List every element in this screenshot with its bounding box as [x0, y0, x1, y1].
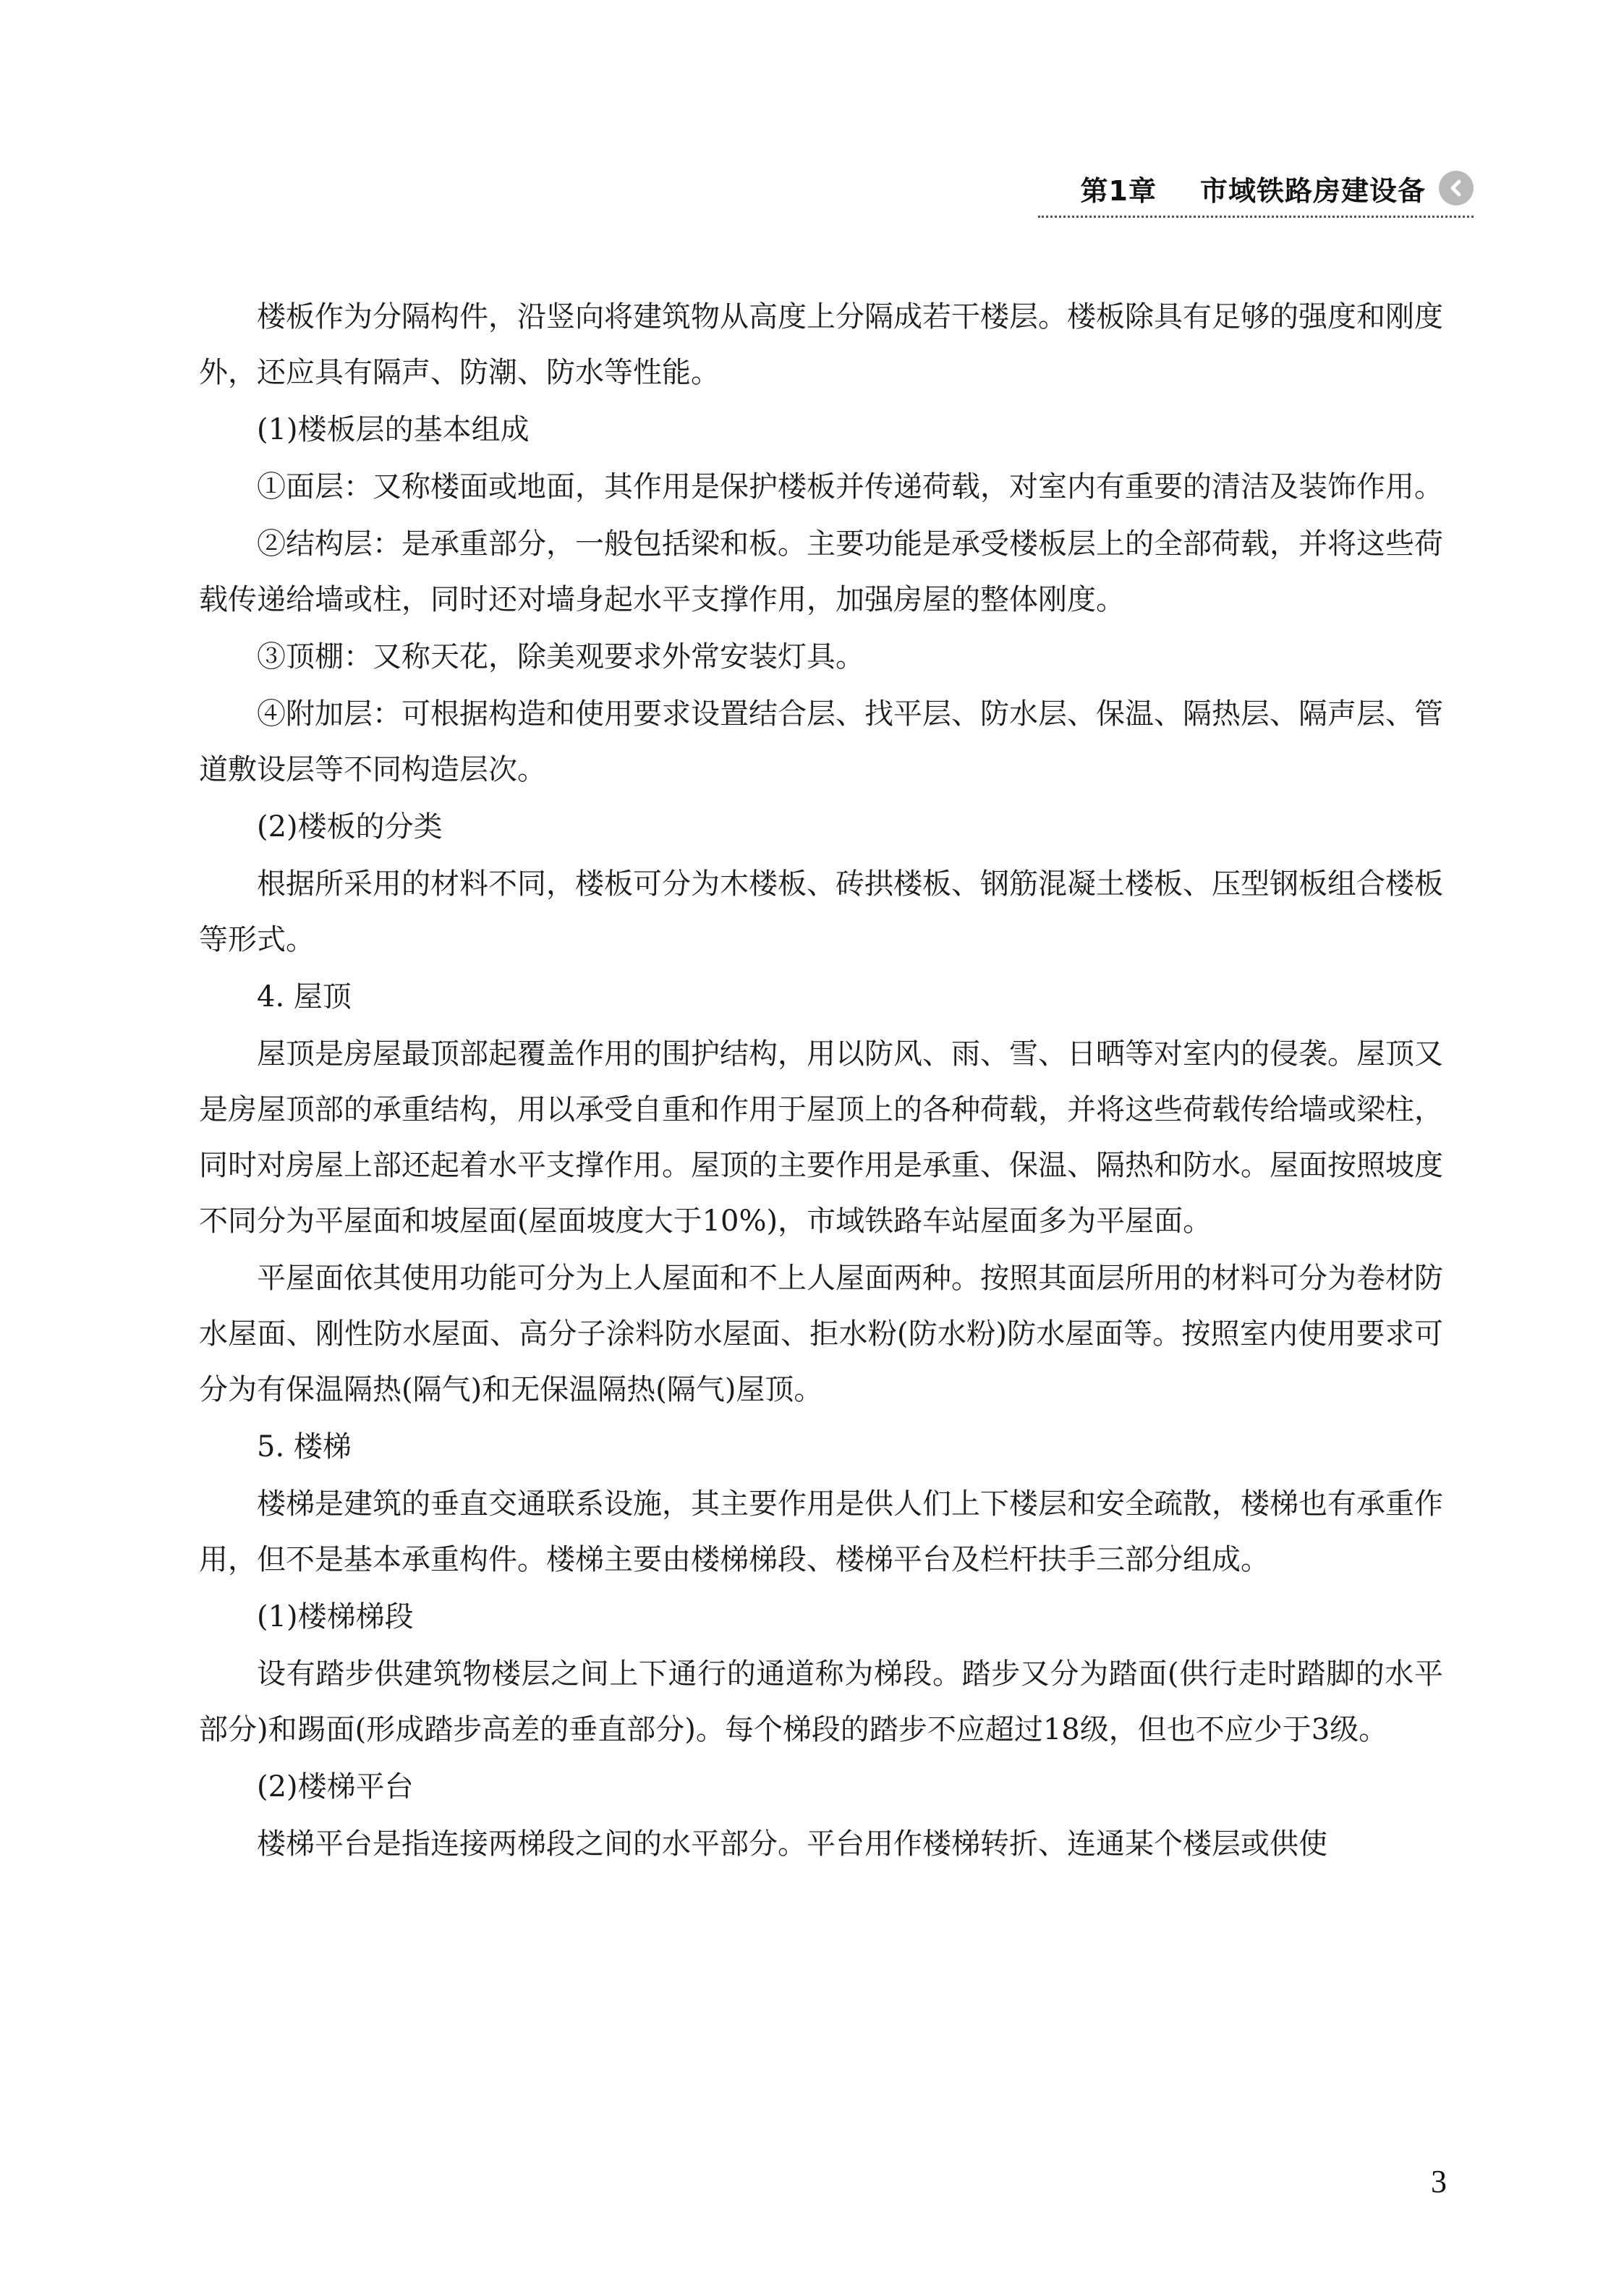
body-text — [199, 289, 1443, 1874]
section-heading: 5. 楼梯 — [257, 1430, 352, 1463]
section-heading: (2)楼梯平台 — [257, 1770, 414, 1803]
header-divider — [1038, 216, 1474, 218]
paragraph: ①面层：又称楼面或地面，其作用是保护楼板并传递荷载，对室内有重要的清洁及装饰作用。 — [257, 470, 1443, 504]
section-heading: (1)楼板层的基本组成 — [257, 413, 530, 446]
section-heading: (2)楼板的分类 — [257, 810, 443, 844]
paragraph: 根据所采用的材料不同，楼板可分为木楼板、砖拱楼板、钢筋混凝土楼板、压型钢板组合楼板等形式。 — [199, 867, 1443, 956]
paragraph: ④附加层：可根据构造和使用要求设置结合层、找平层、防水层、保温、隔热层、隔声层、管道敷设层等不同构造层次。 — [199, 697, 1443, 786]
paragraph: 设有踏步供建筑物楼层之间上下通行的通道称为梯段。踏步又分为踏面(供行走时踏脚的水平部分)和踢面(形成踏步高差的垂直部分)。每个梯段的踏步不应超过18级，但也不应少于3级。 — [199, 1657, 1443, 1746]
paragraph: ②结构层：是承重部分，一般包括梁和板。主要功能是承受楼板层上的全部荷载，并将这些荷载传递给墙或柱，同时还对墙身起水平支撑作用，加强房屋的整体刚度。 — [199, 527, 1443, 616]
chevron-left-icon — [1439, 171, 1474, 205]
page-number: 3 — [1431, 2164, 1447, 2199]
paragraph: 楼梯是建筑的垂直交通联系设施，其主要作用是供人们上下楼层和安全疏散，楼梯也有承重作用，但不是基本承重构件。楼梯主要由楼梯梯段、楼梯平台及栏杆扶手三部分组成。 — [199, 1487, 1443, 1576]
paragraph: 楼板作为分隔构件，沿竖向将建筑物从高度上分隔成若干楼层。楼板除具有足够的强度和刚度外，还应具有隔声、防潮、防水等性能。 — [199, 300, 1443, 389]
paragraph: 楼梯平台是指连接两梯段之间的水平部分。平台用作楼梯转折、连通某个楼层或供使 — [257, 1827, 1327, 1861]
section-heading: 4. 屋顶 — [257, 980, 352, 1014]
running-header — [1081, 166, 1474, 210]
section-heading: (1)楼梯梯段 — [257, 1600, 414, 1633]
paragraph: 平屋面依其使用功能可分为上人屋面和不上人屋面两种。按照其面层所用的材料可分为卷材防水屋面、刚性防水屋面、高分子涂料防水屋面、拒水粉(防水粉)防水屋面等。按照室内使用要求可分为有保温隔热(隔气)和无保温隔热(隔气)屋顶。 — [199, 1262, 1443, 1406]
chapter-title: 市域铁路房建设备 — [1199, 174, 1426, 207]
paragraph: ③顶棚：又称天花，除美观要求外常安装灯具。 — [257, 640, 864, 674]
chapter-number: 第1章 — [1080, 174, 1157, 207]
paragraph: 屋顶是房屋最顶部起覆盖作用的围护结构，用以防风、雨、雪、日晒等对室内的侵袭。屋顶又是房屋顶部的承重结构，用以承受自重和作用于屋顶上的各种荷载，并将这些荷载传给墙或梁柱，同时对房屋上部还起着水平支撑作用。屋顶的主要作用是承重、保温、隔热和防水。屋面按照坡度不同分为平屋面和坡屋面(屋面坡度大于10%)，市域铁路车站屋面多为平屋面。 — [199, 1037, 1443, 1238]
